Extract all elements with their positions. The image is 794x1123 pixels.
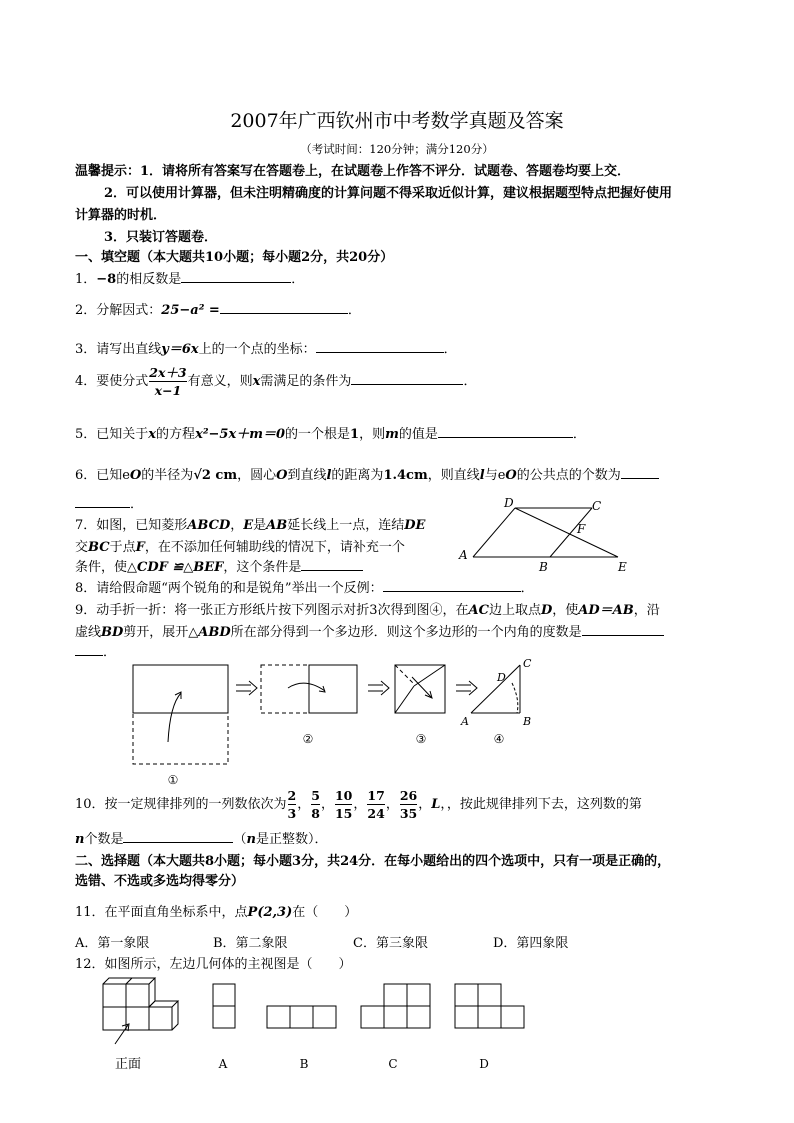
question-3: 3．请写出直线y＝6x上的一个点的坐标： ．	[75, 338, 457, 357]
answer-blank[interactable]	[220, 300, 348, 314]
page-title: 2007年广西钦州市中考数学真题及答案	[230, 110, 564, 132]
question-10-line-1: 10．按一定规律排列的一列数依次为 $\frac{2}{3}$ ， $\frac{5}{8}$ ， $\frac{10}{15}$ ， $\frac{17}{24}$ ， $\frac{26}{35}$ ，L，，按此规律排列下去，这列数的第	[75, 788, 642, 821]
fig9-label-b: B	[523, 715, 532, 728]
exam-info: （考试时间：120分钟；满分120分）	[300, 142, 494, 156]
answer-blank[interactable]	[301, 557, 363, 571]
option-a[interactable]: A．第一象限	[75, 936, 150, 951]
question-9-line-2: 虚线BD剪开，展开△ABD所在部分得到一个多边形．则这个多边形的一个内角的度数是	[75, 621, 664, 640]
question-10-line-2: n个数是 （n是正整数）．	[75, 828, 327, 847]
front-label: 正面	[115, 1057, 142, 1072]
answer-blank[interactable]	[351, 371, 463, 385]
question-1: 1．−8的相反数是 ．	[75, 268, 304, 287]
view-label-a: A	[218, 1057, 228, 1071]
sequence-fraction: $\frac{2}{3}$	[287, 788, 297, 821]
label-f: F	[577, 522, 586, 536]
question-9-line-1: 9．动手折一折：将一张正方形纸片按下列图示对折3次得到图④，在AC边上取点D，使AD＝AB，沿	[75, 603, 660, 618]
question-9-cont: ．	[75, 641, 116, 660]
solid-views-figure	[95, 972, 535, 1077]
question-2: 2．分解因式：25−a² = ．	[75, 299, 361, 318]
question-11: 11．在平面直角坐标系中，点P(2,3)在（ ）	[75, 905, 358, 920]
answer-blank[interactable]	[316, 339, 444, 353]
answer-blank[interactable]	[438, 424, 573, 438]
question-6: 6．已知eO的半径为√2 cm，圆心O到直线l的距离为1.4cm，则直线l与eO的公共点的个数为	[75, 464, 659, 483]
label-e: E	[618, 560, 627, 574]
label-d: D	[504, 496, 514, 510]
answer-blank[interactable]	[123, 829, 233, 843]
caption-4: ④	[493, 732, 505, 746]
view-label-b: B	[299, 1057, 309, 1071]
option-d[interactable]: D．第四象限	[493, 936, 569, 951]
label-c: C	[592, 499, 602, 513]
sequence-fraction: $\frac{10}{15}$	[334, 788, 353, 821]
answer-blank[interactable]	[75, 494, 130, 508]
notice-line-1: 温馨提示：1．请将所有答案写在答题卷上，在试题卷上作答不评分．试题卷、答题卷均要上交．	[75, 164, 631, 179]
view-label-c: C	[388, 1057, 398, 1071]
folding-figure	[125, 655, 545, 790]
sequence-fraction: $\frac{26}{35}$	[399, 788, 418, 821]
caption-3: ③	[415, 732, 427, 746]
notice-line-2: 2．可以使用计算器，但未注明精确度的计算问题不得采取近似计算，建议根据题型特点把握好使用	[104, 186, 673, 201]
fig9-label-a: A	[461, 715, 469, 728]
view-label-d: D	[479, 1057, 489, 1071]
fraction: $\frac{2x+3}{x-1}$	[149, 365, 187, 398]
answer-blank[interactable]	[621, 465, 659, 479]
label-a: A	[459, 548, 468, 562]
question-7-line-3: 条件，使△CDF ≌△BEF，这个条件是	[75, 556, 363, 575]
question-4: 4．要使分式 $\frac{2x+3}{x-1}$ 有意义，则x需满足的条件为 ．	[75, 365, 477, 398]
sequence-fraction: $\frac{5}{8}$	[311, 788, 320, 821]
caption-2: ②	[302, 732, 314, 746]
label-b: B	[539, 560, 548, 574]
answer-blank[interactable]	[383, 578, 521, 592]
question-5: 5．已知关于x的方程x²−5x＋m＝0的一个根是1，则m的值是 ．	[75, 423, 586, 442]
answer-blank[interactable]	[582, 622, 664, 636]
option-c[interactable]: C．第三象限	[353, 936, 428, 951]
question-6-cont: ．	[75, 493, 143, 512]
question-8: 8．请给假命题“两个锐角的和是锐角”举出一个反例： ．	[75, 577, 534, 596]
option-b[interactable]: B．第二象限	[213, 936, 288, 951]
question-7-line-2: 交BC于点F，在不添加任何辅助线的情况下，请补充一个	[75, 540, 405, 555]
question-12: 12．如图所示，左边几何体的主视图是（ ）	[75, 957, 352, 972]
question-7-line-1: 7．如图，已知菱形ABCD，E是AB延长线上一点，连结DE	[75, 518, 426, 533]
section-1-heading: 一、填空题（本大题共10小题；每小题2分，共20分）	[75, 250, 394, 265]
rhombus-figure	[455, 496, 655, 576]
answer-blank[interactable]	[75, 642, 103, 656]
caption-1: ①	[167, 773, 179, 787]
notice-line-3: 计算器的时机．	[75, 208, 167, 223]
answer-blank[interactable]	[181, 269, 291, 283]
section-2-heading-1: 二、选择题（本大题共8小题；每小题3分，共24分．在每小题给出的四个选项中，只有一项是正确的，	[75, 854, 671, 869]
section-2-heading-2: 选错、不选或多选均得零分）	[75, 874, 245, 889]
sequence-fraction: $\frac{17}{24}$	[367, 788, 385, 821]
fig9-label-d: D	[497, 671, 506, 684]
notice-line-4: 3．只装订答题卷．	[104, 230, 218, 245]
sequence-fractions: $\frac{2}{3}$ ， $\frac{5}{8}$ ， $\frac{10}{15}$ ， $\frac{17}{24}$ ， $\frac{26}{35}$	[287, 788, 418, 821]
fig9-label-c: C	[523, 657, 532, 670]
